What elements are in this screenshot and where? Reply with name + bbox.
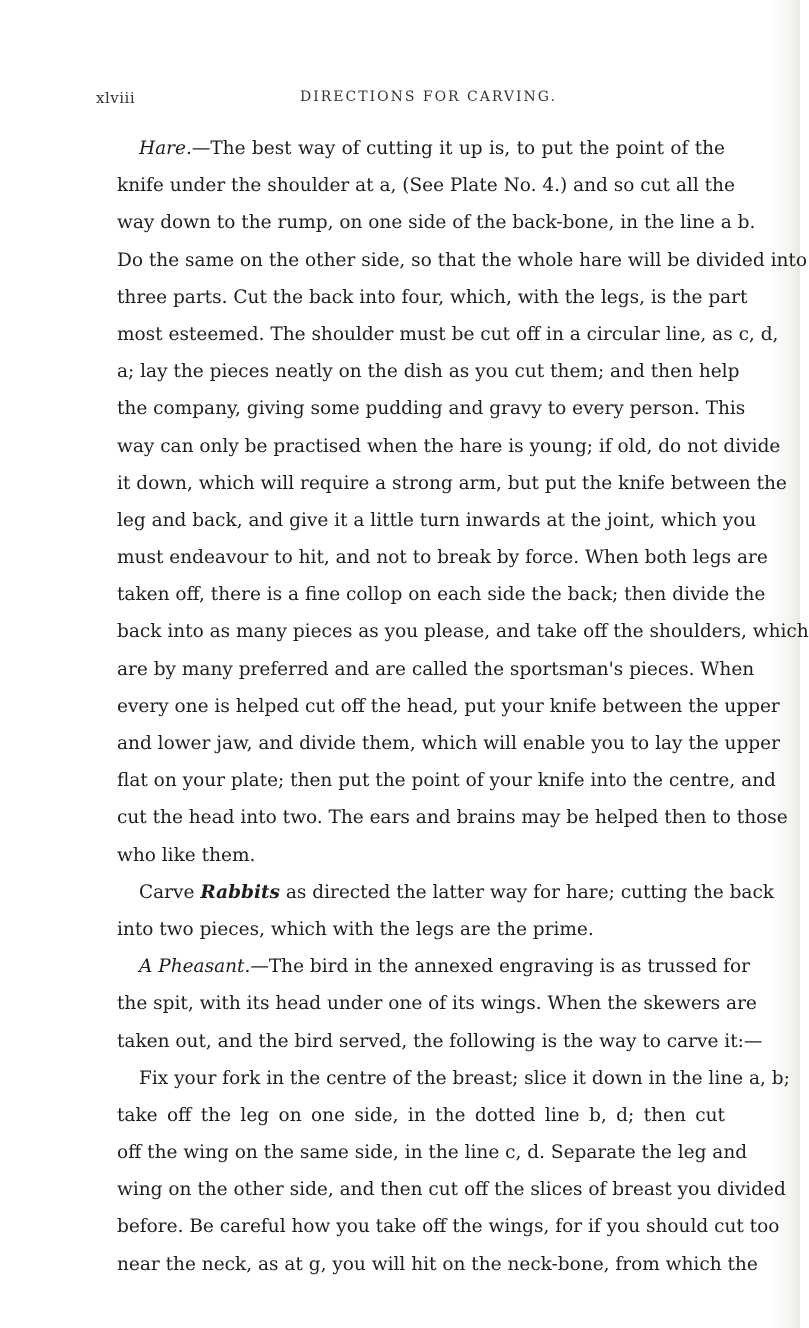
text-line: way down to the rump, on one side of the back-bone, in the line a b. <box>117 212 756 234</box>
text-line: knife under the shoulder at a, (See Plate No. 4.) and so cut all the <box>117 175 735 197</box>
text-line: the company, giving some pudding and gravy to every person. This <box>117 398 746 420</box>
text-line: near the neck, as at g, you will hit on the neck-bone, from which the <box>117 1253 758 1275</box>
text-line: and lower jaw, and divide them, which will enable you to lay the upper <box>117 733 780 754</box>
section-heading-rabbits: Rabbits <box>200 881 280 903</box>
text-line: cut the head into two. The ears and brains may be helped then to those <box>117 807 788 829</box>
text-line: back into as many pieces as you please, and take off the shoulders, which <box>117 621 809 643</box>
text-line: into two pieces, which with the legs are the prime. <box>117 918 594 940</box>
page-number: xlviii <box>96 89 136 107</box>
running-head: DIRECTIONS FOR CARVING. <box>300 89 557 105</box>
section-heading-hare: Hare. <box>139 138 192 159</box>
text-line: Fix your fork in the centre of the breast; slice it down in the line a, b; <box>139 1067 790 1089</box>
text-line: before. Be careful how you take off the wings, for if you should cut too <box>117 1216 780 1238</box>
text-line: are by many preferred and are called the sportsman's pieces. When <box>117 658 755 680</box>
text-line: A Pheasant.—The bird in the annexed engraving is as trussed for <box>139 956 751 978</box>
text-line: the spit, with its head under one of its wings. When the skewers are <box>117 993 757 1015</box>
text-line: a; lay the pieces neatly on the dish as you cut them; and then help <box>117 361 740 383</box>
text-line: three parts. Cut the back into four, which, with the legs, is the part <box>117 286 748 308</box>
text-line: take off the leg on one side, in the dotted line b, d; then cut <box>117 1104 725 1126</box>
text-line: who like them. <box>117 844 256 866</box>
text-line: most esteemed. The shoulder must be cut off in a circular line, as c, d, <box>117 323 779 345</box>
body-text <box>117 130 809 1283</box>
text-line: off the wing on the same side, in the line c, d. Separate the leg and <box>117 1142 748 1164</box>
text-line: wing on the other side, and then cut off the slices of breast you divided <box>117 1179 786 1201</box>
text-line: taken off, there is a fine collop on each side the back; then divide the <box>117 584 766 606</box>
text-line: Do the same on the other side, so that the whole hare will be divided into <box>117 249 807 271</box>
text-line: Hare.—The best way of cutting it up is, to put the point of the <box>139 138 725 159</box>
text-line: must endeavour to hit, and not to break by force. When both legs are <box>117 547 768 569</box>
text-line: every one is helped cut off the head, put your knife between the upper <box>117 695 780 717</box>
text-line: it down, which will require a strong arm, but put the knife between the <box>117 472 787 494</box>
text-line: way can only be practised when the hare is young; if old, do not divide <box>117 435 781 457</box>
text-line: Carve Rabbits as directed the latter way for hare; cutting the back <box>139 881 775 903</box>
text-line: leg and back, and give it a little turn inwards at the joint, which you <box>117 509 757 531</box>
text-line: taken out, and the bird served, the following is the way to carve it:— <box>117 1030 763 1052</box>
section-heading-pheasant: A Pheasant. <box>139 956 251 978</box>
text-line: flat on your plate; then put the point of your knife into the centre, and <box>117 770 776 792</box>
